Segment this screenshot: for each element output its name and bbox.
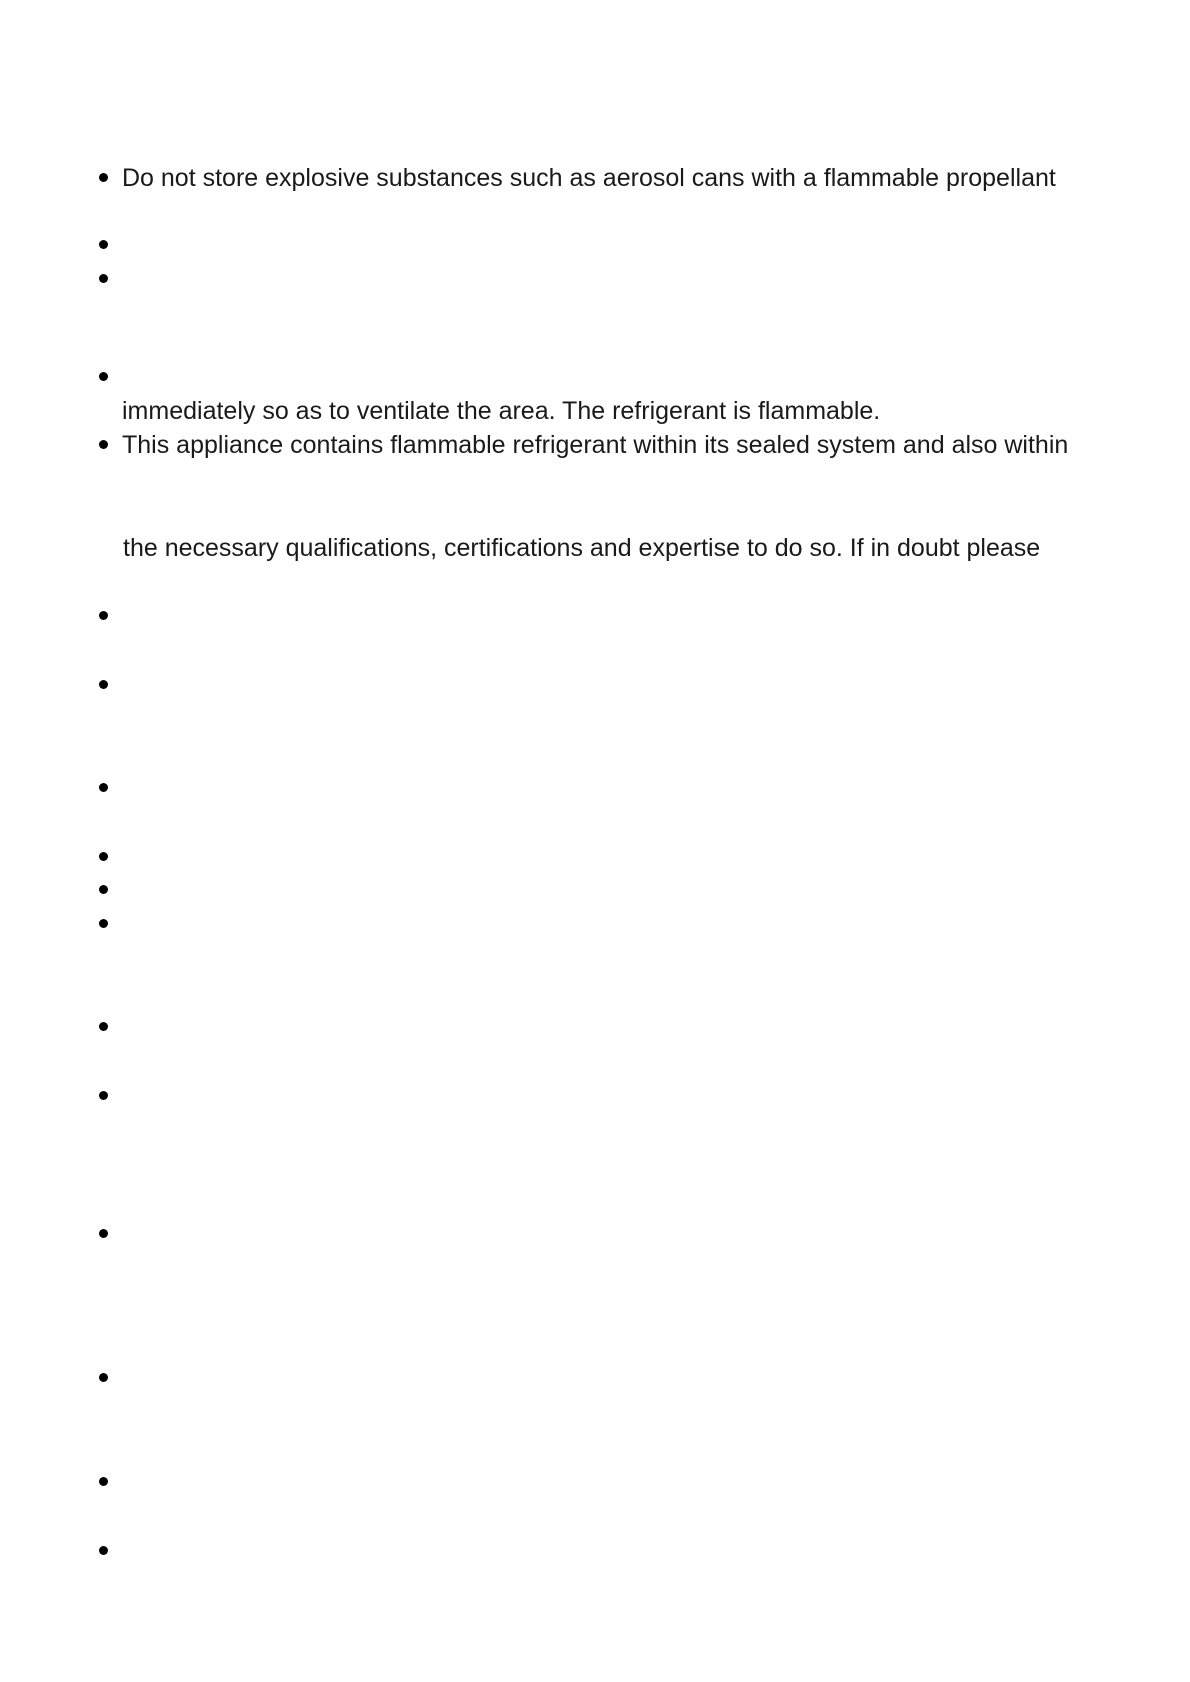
list-bullet: [99, 885, 108, 894]
list-bullet: [99, 274, 108, 283]
list-item-text: the necessary qualifications, certifications and expertise to do so. If in doubt please: [123, 534, 1041, 562]
list-item-text: Do not store explosive substances such as aerosol cans with a flammable propellant: [122, 164, 1056, 192]
list-bullet: [99, 1022, 108, 1031]
list-bullet: [99, 783, 108, 792]
list-bullet: [99, 919, 108, 928]
list-bullet: [99, 852, 108, 861]
list-bullet: [99, 173, 108, 182]
list-bullet: [99, 1546, 108, 1555]
list-bullet: [99, 1229, 108, 1238]
list-bullet: [99, 1477, 108, 1486]
list-bullet: [99, 1091, 108, 1100]
list-bullet: [99, 611, 108, 620]
list-bullet: [99, 440, 108, 449]
list-bullet: [99, 680, 108, 689]
list-item-text: This appliance contains flammable refrigerant within its sealed system and also within: [122, 431, 1069, 459]
list-bullet: [99, 1373, 108, 1382]
list-bullet: [99, 372, 108, 381]
list-item-text: immediately so as to ventilate the area. The refrigerant is flammable.: [122, 397, 881, 425]
list-bullet: [99, 240, 108, 249]
